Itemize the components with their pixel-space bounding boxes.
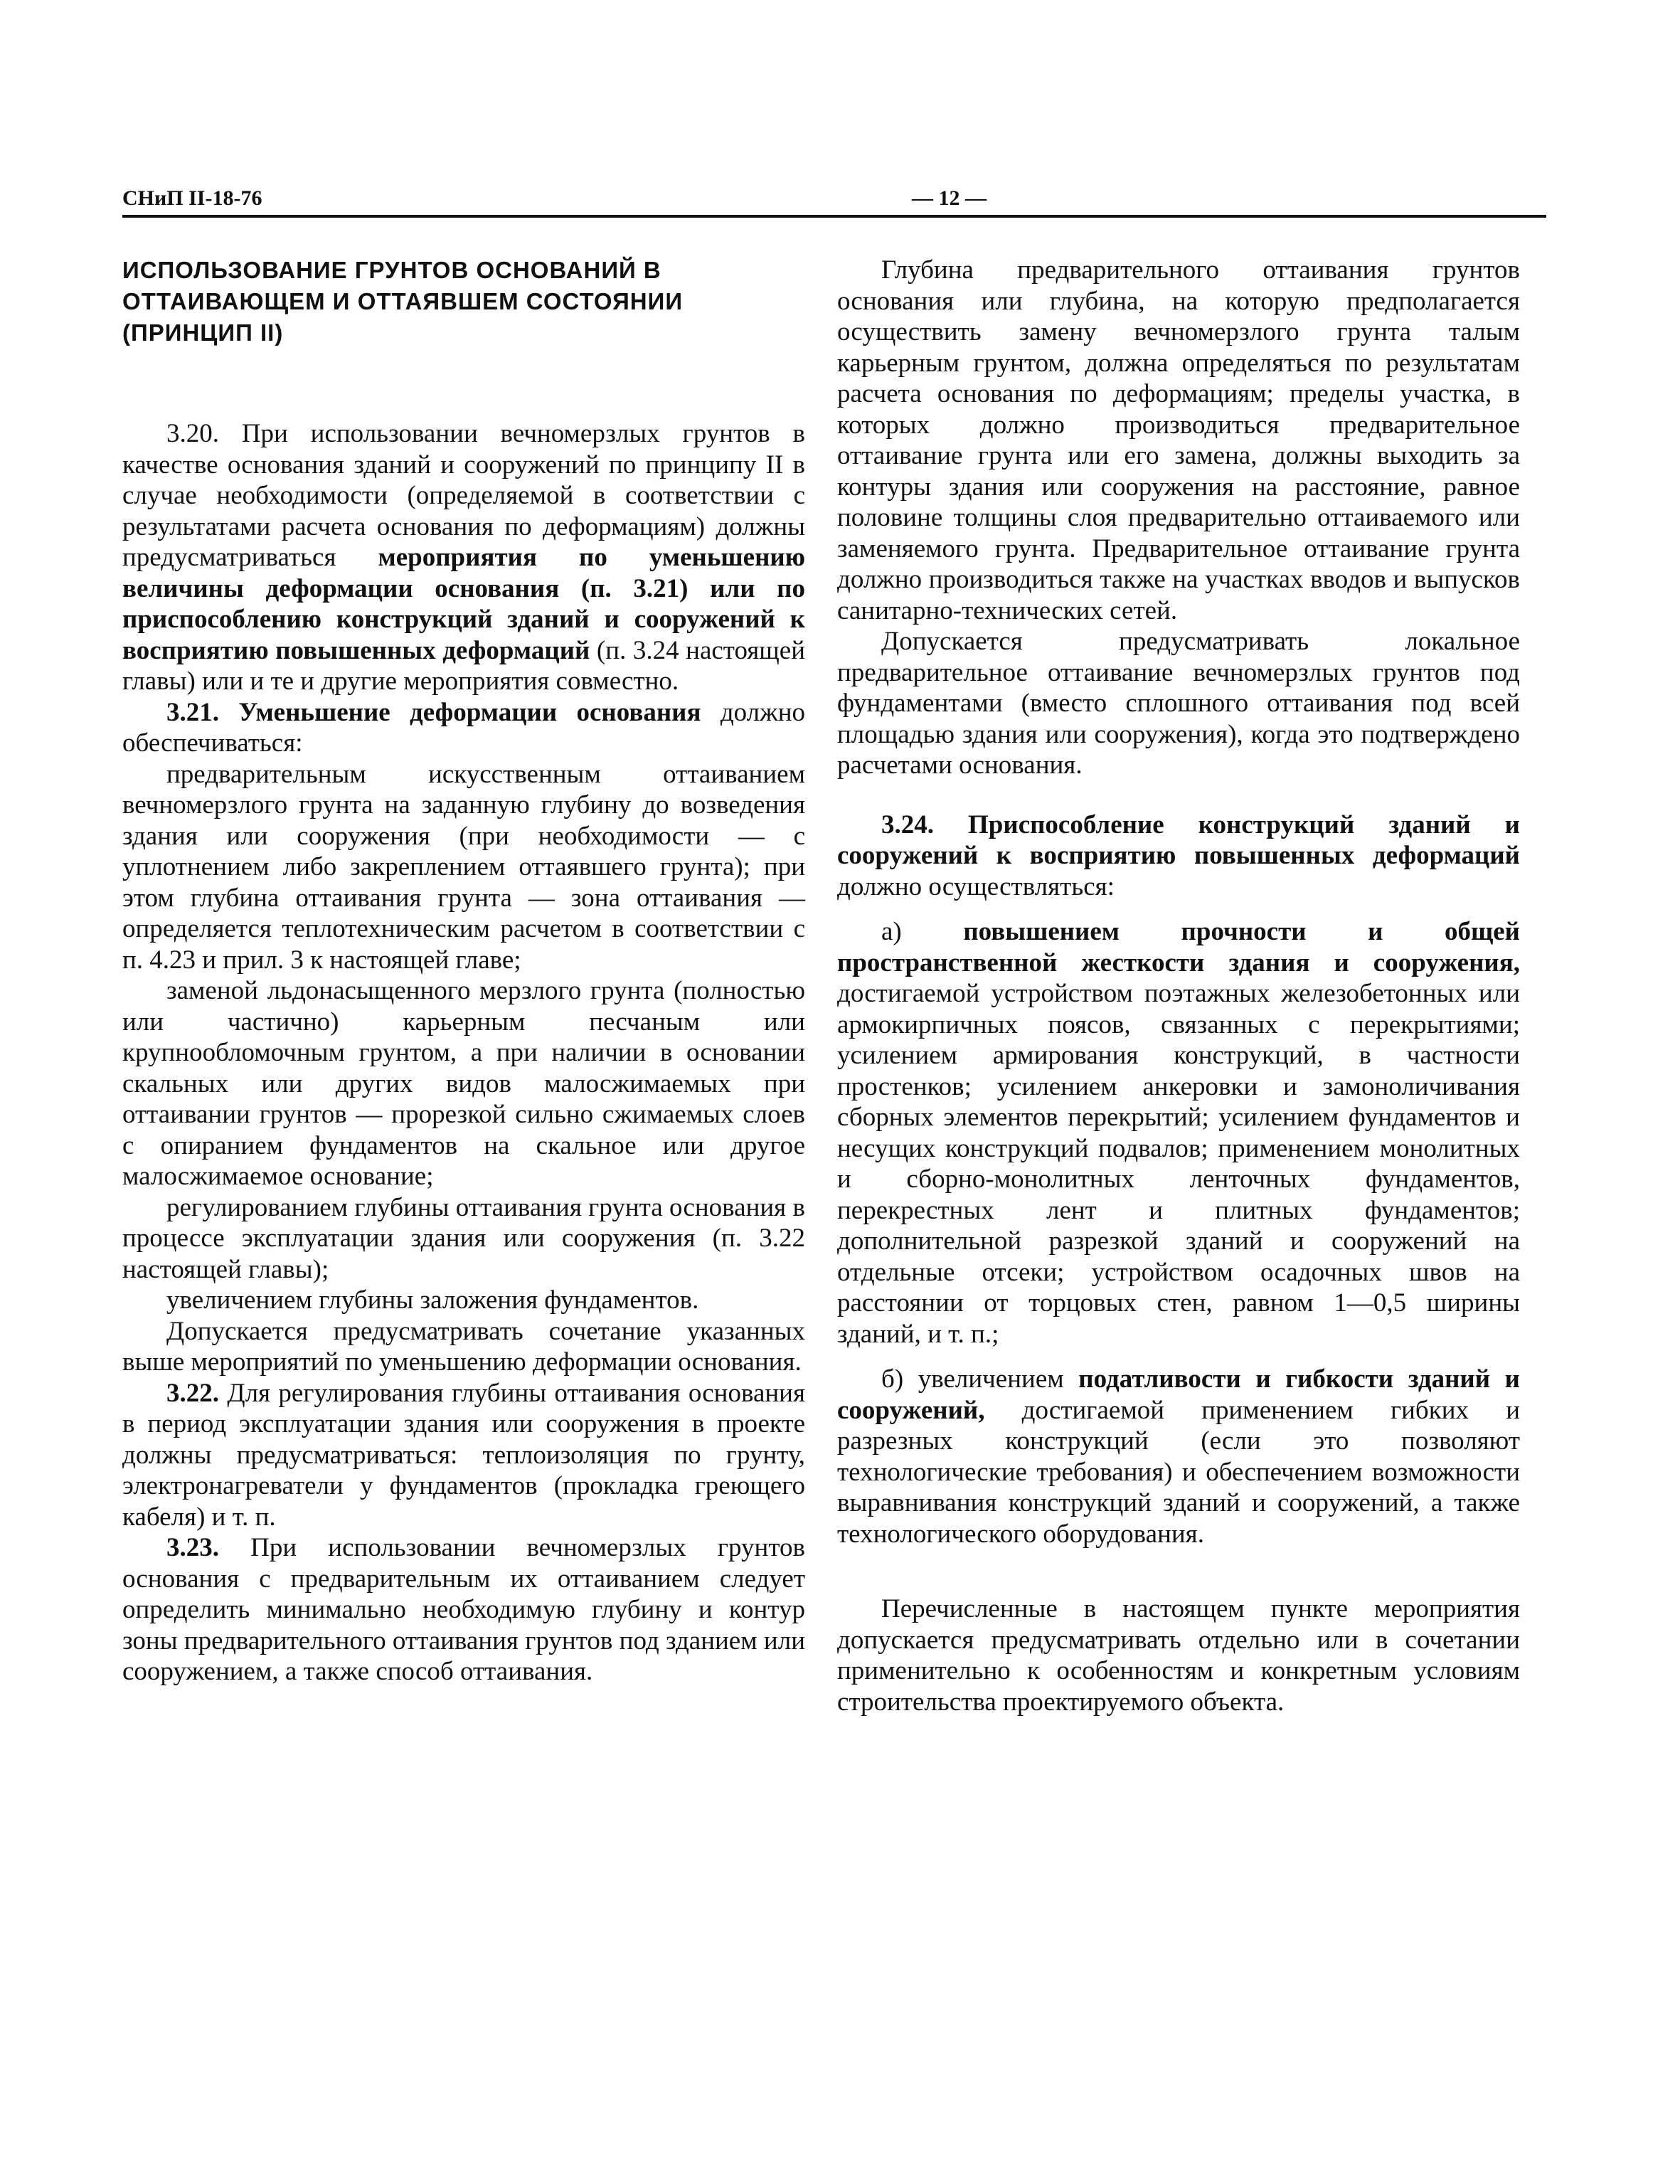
page-number: — 12 — bbox=[912, 186, 987, 210]
list-item-b: б) увеличением податливости и гибкости зданий и сооружений, достигаемой применением гибких и разрезных конструкций (если это позволяют технологические требования) и обеспечением возможности выравнивания конструкций зданий и сооружений, а также технологического оборудования. bbox=[837, 1364, 1520, 1549]
list-item: регулированием глубины оттаивания грунта основания в процессе эксплуатации здания или сооружения (п. 3.22 настоящей главы); bbox=[122, 1192, 805, 1284]
paragraph: Перечисленные в настоящем пункте мероприятия допускается предусматривать отдельно или в сочетании применительно к особенностям и конкретным условиям строительства проектируемого объекта. bbox=[837, 1594, 1520, 1717]
clause-3-20: 3.20. При использовании вечномерзлых грунтов в качестве основания зданий и сооружений по принципу II в случае необходимости (определяемой в соответствии с результатами расчета основания по деформациям) должны предусматриваться мероприятия по уменьшению величины деформации основания (п. 3.21) или по приспособлению конструкций зданий и сооружений к восприятию повышенных деформаций (п. 3.24 настоящей главы) или и те и другие мероприятия совместно. bbox=[122, 419, 806, 696]
clause-number: 3.21. bbox=[166, 697, 219, 727]
list-item: предварительным искусственным оттаиванием вечномерзлого грунта на заданную глубину до возведения здания или сооружения (при необходимости — с уплотнением либо закреплением оттаявшего грунта); при этом глубина оттаивания грунта — зона оттаивания — определяется теплотехническим расчетом в соответствии с п. 4.23 и прил. 3 к настоящей главе; bbox=[122, 759, 805, 975]
clause-number: 3.20. bbox=[166, 419, 219, 448]
clause-number: 3.23. bbox=[166, 1533, 219, 1562]
clause-3-21: 3.21. Уменьшение деформации основания должно обеспечиваться: bbox=[122, 697, 806, 758]
clause-3-22: 3.22. Для регулирования глубины оттаивания основания в период эксплуатации здания или сооружения в проекте должны предусматриваться: теплоизоляция по грунту, электронагреватели у фундаментов (прокладка греющего кабеля) и т. п. bbox=[122, 1378, 805, 1532]
document-code: СНиП II-18-76 bbox=[122, 186, 262, 210]
header-rule bbox=[122, 215, 1546, 218]
right-column bbox=[837, 255, 1520, 1717]
paragraph: Допускается предусматривать локальное предварительное оттаивание вечномерзлых грунтов под фундаментами (вместо сплошного оттаивания под всей площадью здания или сооружения), когда это подтверждено расчетами основания. bbox=[837, 627, 1520, 780]
paragraph: Глубина предварительного оттаивания грунтов основания или глубина, на которую предполагается осуществить замену вечномерзлого грунта талым карьерным грунтом, должна определяться по результатам расчета основания по деформациям; пределы участка, в которых должно производиться предварительное оттаивание грунта или его замена, должны выходить за контуры здания или сооружения на расстояние, равное половине толщины слоя предварительно оттаиваемого или заменяемого грунта. Предварительное оттаивание грунта должно производиться также на участках вводов и выпусков санитарно-технических сетей. bbox=[837, 255, 1520, 625]
left-column bbox=[122, 255, 805, 1687]
clause-3-23: 3.23. При использовании вечномерзлых грунтов основания с предварительным их оттаиванием следует определить минимально необходимую глубину и контур зоны предварительного оттаивания грунтов под зданием или сооружением, а также способ оттаивания. bbox=[122, 1533, 805, 1686]
list-item-a: а) повышением прочности и общей пространственной жесткости здания и сооружения, достигаемой устройством поэтажных железобетонных или армокирпичных поясов, связанных с перекрытиями; усилением армирования конструкций, в частности простенков; усилением анкеровки и замоноличивания сборных элементов перекрытий; усилением фундаментов и несущих конструкций подвалов; применением монолитных и сборно-монолитных ленточных фундаментов, перекрестных лент и плитных фундаментов; дополнительной разрезкой зданий и сооружений на отдельные отсеки; устройством осадочных швов на расстоянии от торцовых стен, равном 1—0,5 ширины зданий, и т. п.; bbox=[837, 917, 1520, 1349]
paragraph: Допускается предусматривать сочетание указанных выше мероприятий по уменьшению деформации основания. bbox=[122, 1316, 805, 1377]
page-header bbox=[122, 186, 1546, 221]
list-item: заменой льдонасыщенного мерзлого грунта (полностью или частично) карьерным песчаным или крупнообломочным грунтом, а при наличии в основании скальных или других видов малосжимаемых при оттаивании грунтов — прорезкой сильно сжимаемых слоев с опиранием фундаментов на скальное или другое малосжимаемое основание; bbox=[122, 976, 805, 1191]
clause-number: 3.22. bbox=[166, 1378, 219, 1408]
list-item: увеличением глубины заложения фундаментов. bbox=[166, 1286, 699, 1315]
clause-3-24: 3.24. Приспособление конструкций зданий и сооружений к восприятию повышенных деформаций должно осуществляться: bbox=[837, 810, 1520, 901]
section-heading: ИСПОЛЬЗОВАНИЕ ГРУНТОВ ОСНОВАНИЙ В ОТТАИВАЮЩЕМ И ОТТАЯВШЕМ СОСТОЯНИИ (ПРИНЦИП II) bbox=[122, 257, 684, 346]
